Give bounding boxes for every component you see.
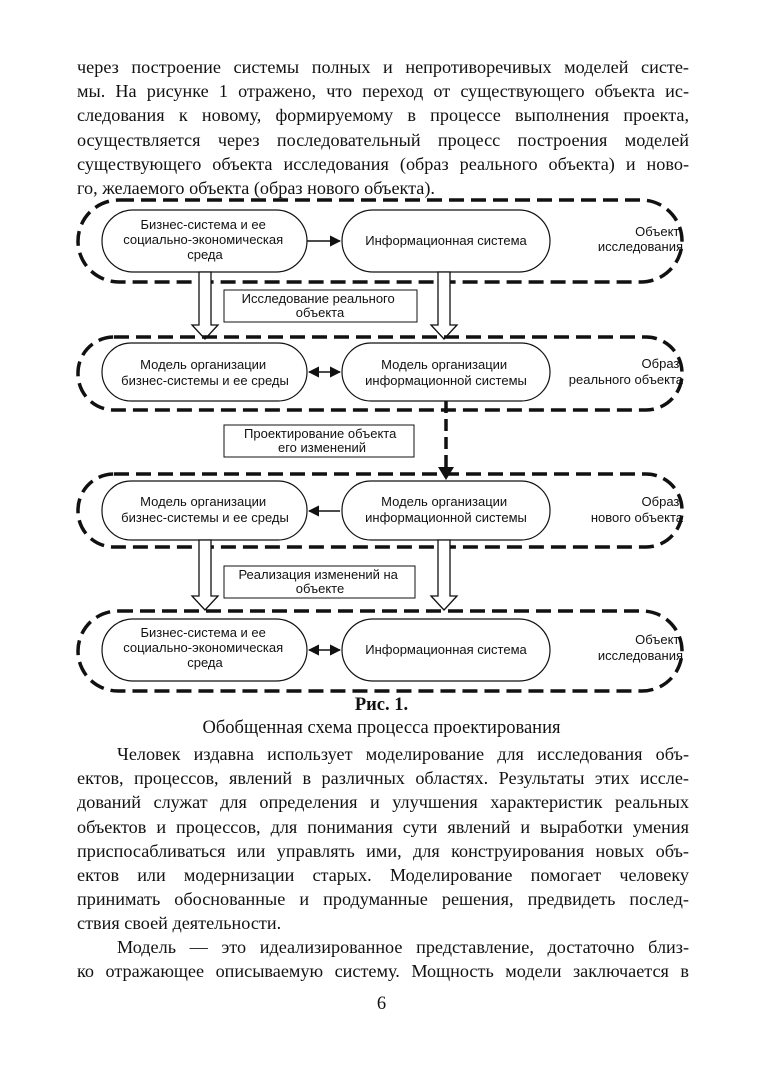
text-line: ектов, процессов, явлений в различных областях. Результаты этих иссле-: [77, 768, 689, 789]
business-system-label: Бизнес-система и ее социально-экономическая среда: [123, 217, 284, 262]
text-line: принимать обоснованные и продуманные решения, предвидеть послед-: [77, 889, 689, 910]
text-line: объектов и процессов, для понимания сути явлений и выработки умения: [77, 816, 689, 837]
text-line: го, желаемого объекта (образ нового объекта).: [77, 178, 435, 199]
paragraph-model-definition: [77, 935, 689, 983]
hollow-arrow-right-2: [431, 540, 457, 610]
group-label-object: Объект исследования: [597, 224, 683, 254]
figure-caption: Обобщенная схема процесса проектирования: [202, 718, 561, 738]
text-line: Человек издавна использует моделирование для исследования объ-: [117, 744, 689, 764]
info-model-label: Модель организации информационной системы: [365, 357, 527, 388]
text-line: дований служат для определения и улучшения характеристик реальных: [77, 792, 689, 813]
text-line: Модель — это идеализированное представление, достаточно близ-: [117, 937, 689, 957]
business-model-box: [102, 343, 307, 401]
text-line: мы. На рисунке 1 отражено, что переход от существующего объекта ис-: [77, 81, 689, 102]
text-line: приспосабливаться или управлять ими, для конструирования новых объ-: [77, 840, 689, 861]
step-design-label: Проектирование объекта его изменений: [244, 426, 397, 455]
text-line: через построение системы полных и непротиворечивых моделей систе-: [77, 57, 689, 77]
hollow-arrow-left-1: [192, 272, 218, 339]
text-line: ствия своей деятельности.: [77, 913, 282, 934]
business-model-label: Модель организации бизнес-системы и ее среды: [121, 357, 289, 388]
information-system-label: Информационная система: [365, 233, 527, 248]
group-label-new-image: Образ нового объекта: [590, 494, 683, 525]
group-label-real-image: Образ реального объекта: [568, 356, 683, 387]
hollow-arrow-left-2: [192, 540, 218, 610]
page-number: 6: [376, 994, 387, 1014]
text-line: ко отражающее описываемую систему. Мощность модели заключается в: [77, 961, 689, 982]
business-system-final-label: Бизнес-система и ее социально-экономическая среда: [123, 625, 284, 670]
figure-number: Рис. 1.: [354, 695, 409, 715]
info-model-new-label: Модель организации информационной системы: [365, 494, 527, 525]
text-line: следования к новому, формируемому в процессе выполнения проекта,: [77, 105, 689, 126]
text-line: ектов или модернизации старых. Моделирование помогает человеку: [77, 865, 689, 886]
information-system-final-label: Информационная система: [365, 642, 527, 657]
group-label-object-final: Объект исследования: [597, 632, 683, 663]
paragraph-modeling: [77, 742, 689, 936]
info-model-box: [342, 343, 550, 401]
step-implementation-label: Реализация изменений на объекте: [238, 567, 398, 596]
business-model-new-label: Модель организации бизнес-системы и ее среды: [121, 494, 289, 525]
step-research-label: Исследование реального объекта: [241, 291, 395, 320]
text-line: существующего объекта исследования (образ реального объекта) и ново-: [77, 153, 689, 174]
text-line: осуществляется через последовательный процесс построения моделей: [77, 129, 689, 150]
